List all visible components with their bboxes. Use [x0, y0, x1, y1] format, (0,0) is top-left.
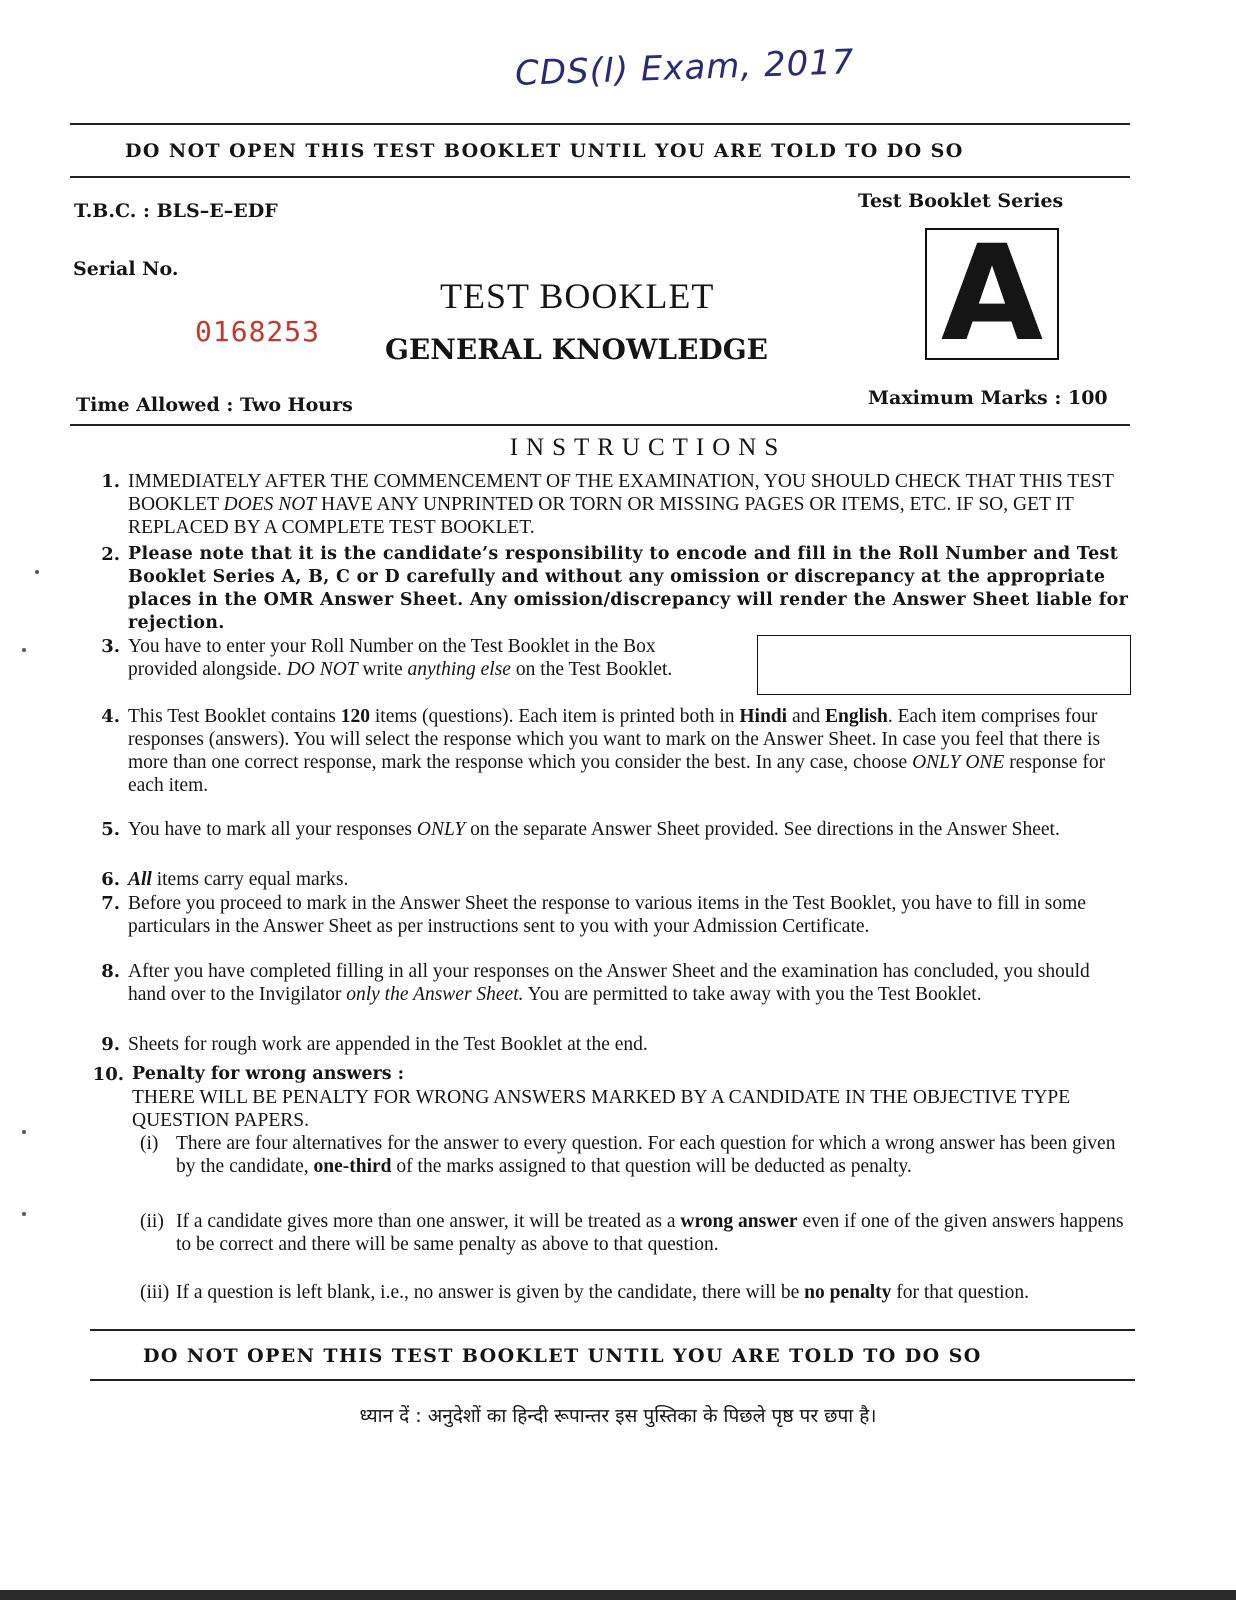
margin-mark: [22, 1130, 26, 1134]
margin-mark: [22, 648, 26, 652]
instruction-text: Before you proceed to mark in the Answer Sheet the response to various items in the Test Booklet, you have to fill in some particulars in the Answer Sheet as per instructions sent to you with your Admission Certificate.: [128, 893, 1086, 937]
series-box: [925, 217, 1059, 371]
margin-mark: [35, 570, 39, 574]
margin-mark: [22, 1212, 26, 1216]
instruction-text: You are permitted to take away with you the Test Booklet.: [523, 984, 982, 1005]
instruction-text: items carry equal marks.: [151, 869, 349, 890]
instruction-text: Sheets for rough work are appended in the Test Booklet at the end.: [128, 1034, 648, 1055]
bottom-banner: DO NOT OPEN THIS TEST BOOKLET UNTIL YOU ARE TOLD TO DO SO: [143, 1345, 982, 1367]
instruction-text: This Test Booklet contains: [128, 706, 341, 727]
instruction-text: of the marks assigned to that question will be deducted as penalty.: [391, 1156, 912, 1177]
instruction-text: Please note that it is the candidate’s responsibility to encode and fill in the Roll Number and Test Booklet Series A, B, C or D carefully and without any omission or discrepancy at the appropriate places in the OMR Answer Sheet. Any omission/discrepancy will render the Answer Sheet liable for rejection.: [128, 544, 1129, 633]
instruction-3: [90, 635, 690, 681]
page-title: TEST BOOKLET: [440, 276, 715, 316]
instruction-number: 6.: [101, 869, 120, 890]
instruction-number: 8.: [101, 961, 120, 982]
instruction-text: There are four alternatives for the answer to every question. For each question for which a wrong answer has been given by the candidate,: [176, 1133, 1116, 1177]
penalty-item-ii: [140, 1210, 1135, 1256]
instruction-4: [90, 705, 1130, 797]
instruction-text: THERE WILL BE PENALTY FOR WRONG ANSWERS MARKED BY A CANDIDATE IN THE OBJECTIVE TYPE QUESTION PAPERS.: [132, 1087, 1071, 1131]
footer-bottom-rule: [90, 1379, 1135, 1381]
instruction-2: [90, 543, 1130, 635]
instruction-text: and: [787, 706, 825, 727]
header-bottom-rule: [70, 424, 1130, 426]
instruction-8: [90, 960, 1130, 1006]
instruction-text: You have to mark all your responses: [128, 819, 417, 840]
instruction-text: even if one of the given answers happens to be correct and there will be same penalty as above to that question.: [176, 1211, 1124, 1255]
instruction-emphasis: ONLY ONE: [912, 752, 1005, 773]
instruction-text: After you have completed filling in all your responses on the Answer Sheet and the examination has concluded, you should hand over to the Invigilator: [128, 961, 1090, 1005]
serial-label: Serial No.: [73, 258, 179, 280]
instruction-strong: English: [824, 706, 888, 727]
instruction-emphasis: All: [128, 869, 152, 890]
top-banner: DO NOT OPEN THIS TEST BOOKLET UNTIL YOU ARE TOLD TO DO SO: [125, 140, 964, 162]
instruction-strong: one-third: [313, 1156, 392, 1177]
instruction-text: You have to enter your Roll Number on the Test Booklet in the Box provided alongside.: [128, 636, 656, 680]
instruction-number: 7.: [101, 893, 120, 914]
penalty-item-i: [140, 1132, 1135, 1178]
instruction-emphasis: DO NOT: [286, 659, 358, 680]
instruction-text: HAVE ANY UNPRINTED OR TORN OR MISSING PAGES OR ITEMS, ETC. IF SO, GET IT REPLACED BY A COMPLETE TEST BOOKLET.: [128, 494, 1074, 538]
instruction-1: [90, 470, 1130, 539]
handwritten-exam-note: CDS(I) Exam, 2017: [514, 42, 856, 94]
subject-title: GENERAL KNOWLEDGE: [385, 333, 768, 366]
instruction-emphasis: anything else: [407, 659, 511, 680]
instruction-text: on the separate Answer Sheet provided. See directions in the Answer Sheet.: [465, 819, 1060, 840]
instruction-9: [90, 1033, 1130, 1056]
instruction-text: If a question is left blank, i.e., no answer is given by the candidate, there will be: [176, 1282, 805, 1303]
serial-number: 0168253: [195, 315, 321, 348]
hindi-note: ध्यान दें : अनुदेशों का हिन्दी रूपान्तर इस पुस्तिका के पिछले पृष्ठ पर छपा है।: [359, 1405, 877, 1427]
instruction-text: IMMEDIATELY AFTER THE COMMENCEMENT OF THE EXAMINATION, YOU SHOULD CHECK THAT THIS TEST BOOKLET: [128, 471, 1114, 515]
instruction-10: [90, 1063, 1130, 1132]
instruction-number: 1.: [101, 471, 120, 492]
series-label: Test Booklet Series: [858, 190, 1064, 212]
roll-number-box[interactable]: [757, 635, 1131, 695]
instruction-number: 3.: [101, 636, 120, 657]
penalty-item-iii: [140, 1281, 1135, 1304]
instruction-text: . Each item comprises four responses (answers). You will select the response which you want to mark on the Answer Sheet. In case you feel that there is more than one correct response, mark the response which you consider the best. In any case, choose: [128, 706, 1101, 773]
instruction-strong: 120: [340, 706, 371, 727]
instruction-emphasis: ONLY: [416, 819, 466, 840]
tbc-code: T.B.C. : BLS–E–EDF: [74, 200, 278, 222]
time-allowed: Time Allowed : Two Hours: [76, 394, 353, 416]
instruction-emphasis: only the Answer Sheet.: [346, 984, 524, 1005]
footer-top-rule: [90, 1329, 1135, 1331]
instruction-strong: Hindi: [739, 706, 788, 727]
top-rule: [70, 123, 1130, 125]
instruction-strong: no penalty: [804, 1282, 892, 1303]
instruction-number: 4.: [101, 706, 120, 727]
instructions-heading: INSTRUCTIONS: [509, 434, 787, 461]
banner-rule: [70, 176, 1130, 178]
instruction-number: 5.: [101, 819, 120, 840]
instruction-number: 9.: [101, 1034, 120, 1055]
sub-number: (i): [140, 1133, 159, 1154]
instruction-text: write: [357, 659, 408, 680]
penalty-heading: Penalty for wrong answers :: [132, 1064, 405, 1084]
series-letter: A: [940, 217, 1044, 371]
instruction-strong: wrong answer: [680, 1211, 798, 1232]
sub-number: (ii): [140, 1211, 164, 1232]
scan-edge: [0, 1590, 1236, 1600]
instruction-emphasis: DOES NOT: [223, 494, 317, 515]
maximum-marks: Maximum Marks : 100: [868, 387, 1108, 409]
instruction-6: [90, 868, 1130, 891]
instruction-number: 2.: [101, 544, 120, 565]
instruction-7: [90, 892, 1130, 938]
instruction-text: If a candidate gives more than one answer, it will be treated as a: [176, 1211, 681, 1232]
instruction-5: [90, 818, 1130, 841]
instruction-number: 10.: [92, 1064, 124, 1085]
instruction-text: items (questions). Each item is printed both in: [370, 706, 740, 727]
sub-number: (iii): [140, 1282, 170, 1303]
instruction-text: response for each item.: [128, 752, 1106, 796]
instruction-text: for that question.: [891, 1282, 1029, 1303]
instruction-text: on the Test Booklet.: [510, 659, 673, 680]
